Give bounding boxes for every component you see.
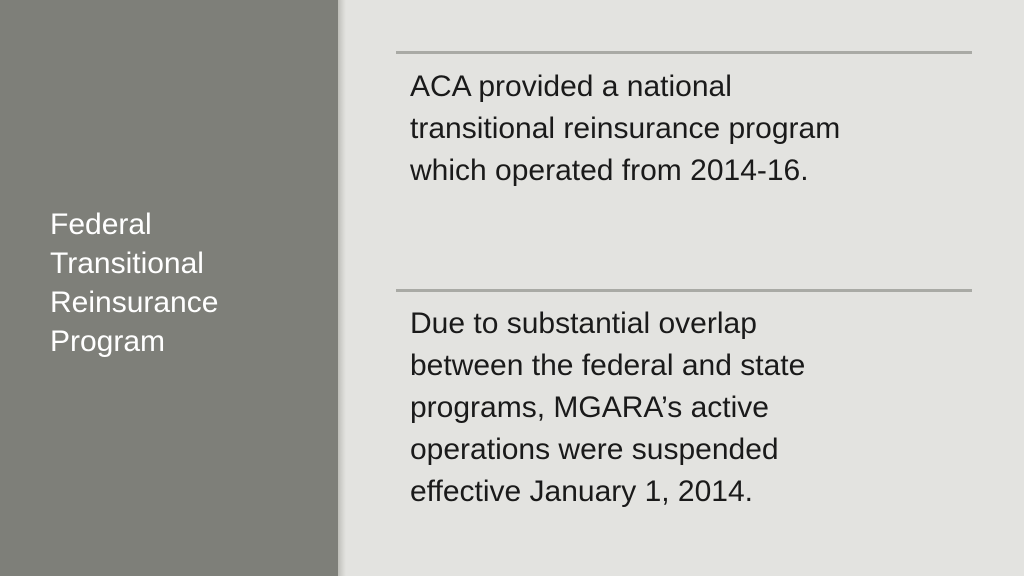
sidebar-shadow <box>338 0 346 576</box>
content-block-aca: ACA provided a national transitional reinsurance program which operated from 2014-16. <box>410 70 841 187</box>
divider-middle <box>396 289 972 292</box>
divider-top <box>396 51 972 54</box>
content-block-mgara: Due to substantial overlap between the federal and state programs, MGARA’s active operations were suspended effective January 1, 2014. <box>410 307 806 508</box>
sidebar-panel <box>0 0 338 576</box>
slide-title: Federal Transitional Reinsurance Program <box>50 208 219 358</box>
